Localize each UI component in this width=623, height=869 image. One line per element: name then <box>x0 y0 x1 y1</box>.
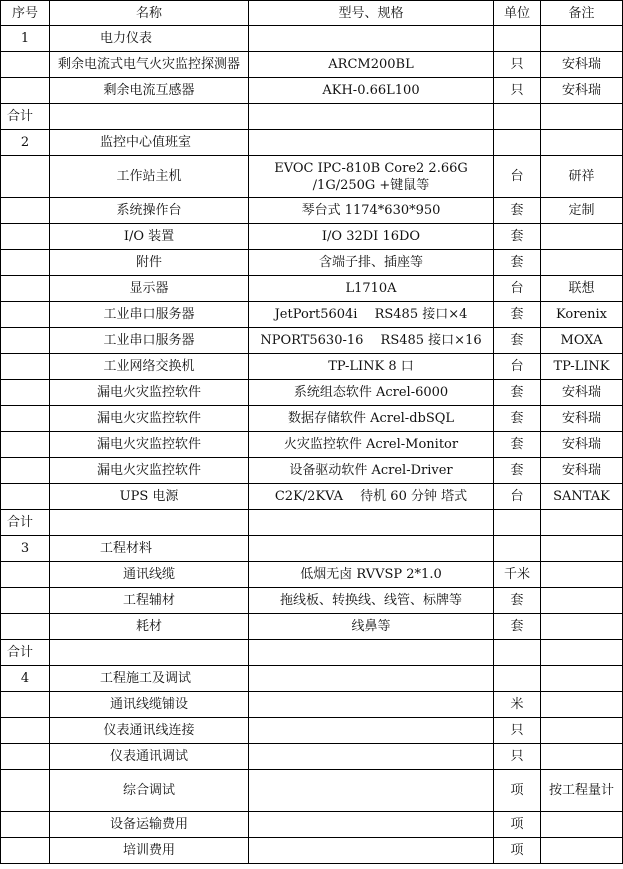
cell-model: 系统组态软件 Acrel-6000 <box>249 380 494 406</box>
cell-unit: 套 <box>494 380 541 406</box>
cell-unit: 米 <box>494 692 541 718</box>
cell-name: 工作站主机 <box>50 156 249 198</box>
cell-no: 1 <box>1 26 50 52</box>
table-row <box>1 838 623 864</box>
cell-name: 培训费用 <box>50 838 249 864</box>
table-row <box>1 562 623 588</box>
cell-model: ARCM200BL <box>249 52 494 78</box>
cell-name: 剩余电流互感器 <box>50 78 249 104</box>
table-row <box>1 78 623 104</box>
cell-model: C2K/2KVA 待机 60 分钟 塔式 <box>249 484 494 510</box>
cell-no <box>1 52 50 78</box>
cell-no <box>1 380 50 406</box>
cell-unit: 项 <box>494 770 541 812</box>
table-row <box>1 484 623 510</box>
cell-no <box>1 692 50 718</box>
table-row <box>1 588 623 614</box>
table-row <box>1 156 623 198</box>
cell-name: 工业串口服务器 <box>50 328 249 354</box>
cell-no <box>1 838 50 864</box>
cell-unit: 只 <box>494 52 541 78</box>
cell-no: 合计 <box>1 510 50 536</box>
cell-note <box>541 666 623 692</box>
cell-note: 研祥 <box>541 156 623 198</box>
cell-model: 琴台式 1174*630*950 <box>249 198 494 224</box>
table-row <box>1 510 623 536</box>
cell-note: 安科瑞 <box>541 380 623 406</box>
table-row <box>1 666 623 692</box>
cell-note: SANTAK <box>541 484 623 510</box>
cell-no <box>1 718 50 744</box>
cell-model: 火灾监控软件 Acrel-Monitor <box>249 432 494 458</box>
cell-note: Korenix <box>541 302 623 328</box>
cell-note <box>541 536 623 562</box>
cell-no <box>1 562 50 588</box>
cell-unit: 套 <box>494 406 541 432</box>
cell-no <box>1 328 50 354</box>
cell-unit <box>494 666 541 692</box>
cell-note: 定制 <box>541 198 623 224</box>
cell-unit <box>494 510 541 536</box>
cell-model <box>249 718 494 744</box>
cell-model <box>249 26 494 52</box>
table-row <box>1 26 623 52</box>
cell-unit: 套 <box>494 250 541 276</box>
cell-name: 系统操作台 <box>50 198 249 224</box>
cell-unit: 套 <box>494 614 541 640</box>
cell-no <box>1 484 50 510</box>
table-row <box>1 458 623 484</box>
table-body <box>1 26 623 864</box>
cell-no <box>1 78 50 104</box>
cell-name: 通讯线缆 <box>50 562 249 588</box>
cell-unit <box>494 26 541 52</box>
cell-note: 安科瑞 <box>541 458 623 484</box>
cell-unit: 套 <box>494 224 541 250</box>
cell-name: 通讯线缆铺设 <box>50 692 249 718</box>
cell-unit <box>494 536 541 562</box>
header-model: 型号、规格 <box>249 1 494 26</box>
cell-no <box>1 432 50 458</box>
cell-unit: 套 <box>494 458 541 484</box>
cell-model <box>249 744 494 770</box>
table-row <box>1 692 623 718</box>
table-row <box>1 104 623 130</box>
cell-unit: 项 <box>494 812 541 838</box>
cell-model: I/O 32DI 16DO <box>249 224 494 250</box>
cell-model: AKH-0.66L100 <box>249 78 494 104</box>
cell-model: 数据存储软件 Acrel-dbSQL <box>249 406 494 432</box>
cell-note: 安科瑞 <box>541 406 623 432</box>
cell-note <box>541 510 623 536</box>
header-name: 名称 <box>50 1 249 26</box>
cell-name: 监控中心值班室 <box>50 130 249 156</box>
cell-unit: 套 <box>494 302 541 328</box>
table-row <box>1 406 623 432</box>
cell-model: 含端子排、插座等 <box>249 250 494 276</box>
header-note: 备注 <box>541 1 623 26</box>
cell-no <box>1 406 50 432</box>
cell-name: 仪表通讯调试 <box>50 744 249 770</box>
cell-no: 合计 <box>1 104 50 130</box>
cell-note: 按工程量计 <box>541 770 623 812</box>
cell-no <box>1 744 50 770</box>
cell-no <box>1 614 50 640</box>
cell-note <box>541 640 623 666</box>
table-row <box>1 130 623 156</box>
cell-unit: 台 <box>494 354 541 380</box>
cell-model: JetPort5604i RS485 接口×4 <box>249 302 494 328</box>
table-row <box>1 328 623 354</box>
cell-unit: 只 <box>494 718 541 744</box>
cell-note <box>541 224 623 250</box>
cell-model <box>249 812 494 838</box>
cell-name: 电力仪表 <box>50 26 249 52</box>
table-row <box>1 52 623 78</box>
cell-name: 耗材 <box>50 614 249 640</box>
cell-unit: 台 <box>494 156 541 198</box>
cell-name: 显示器 <box>50 276 249 302</box>
table-row <box>1 380 623 406</box>
table-row <box>1 354 623 380</box>
cell-name <box>50 510 249 536</box>
cell-no <box>1 354 50 380</box>
cell-model <box>249 838 494 864</box>
cell-name: 漏电火灾监控软件 <box>50 458 249 484</box>
cell-unit <box>494 640 541 666</box>
cell-note <box>541 26 623 52</box>
table-row <box>1 744 623 770</box>
cell-no <box>1 770 50 812</box>
header-unit: 单位 <box>494 1 541 26</box>
cell-note: MOXA <box>541 328 623 354</box>
cell-model <box>249 130 494 156</box>
cell-model: TP-LINK 8 口 <box>249 354 494 380</box>
cell-note: 安科瑞 <box>541 52 623 78</box>
cell-note <box>541 562 623 588</box>
header-no: 序号 <box>1 1 50 26</box>
table-row <box>1 640 623 666</box>
cell-model: NPORT5630-16 RS485 接口×16 <box>249 328 494 354</box>
cell-unit: 只 <box>494 78 541 104</box>
cell-name: 工程辅材 <box>50 588 249 614</box>
cell-model <box>249 666 494 692</box>
cell-no: 4 <box>1 666 50 692</box>
cell-unit: 项 <box>494 838 541 864</box>
cell-note: TP-LINK <box>541 354 623 380</box>
cell-unit: 只 <box>494 744 541 770</box>
table-row <box>1 770 623 812</box>
table-row <box>1 432 623 458</box>
cell-model <box>249 640 494 666</box>
cell-no <box>1 250 50 276</box>
cell-note <box>541 588 623 614</box>
cell-unit: 套 <box>494 432 541 458</box>
cell-name: UPS 电源 <box>50 484 249 510</box>
cell-no: 3 <box>1 536 50 562</box>
cell-model: L1710A <box>249 276 494 302</box>
cell-name: 漏电火灾监控软件 <box>50 406 249 432</box>
cell-unit: 套 <box>494 328 541 354</box>
table-row <box>1 302 623 328</box>
cell-model <box>249 692 494 718</box>
cell-model <box>249 510 494 536</box>
cell-note <box>541 812 623 838</box>
cell-note <box>541 130 623 156</box>
cell-name: 设备运输费用 <box>50 812 249 838</box>
cell-name: I/O 装置 <box>50 224 249 250</box>
cell-name <box>50 104 249 130</box>
cell-unit <box>494 104 541 130</box>
cell-name: 工业串口服务器 <box>50 302 249 328</box>
cell-no <box>1 156 50 198</box>
table-row <box>1 276 623 302</box>
cell-model: EVOC IPC-810B Core2 2.66G /1G/250G +键鼠等 <box>249 156 494 198</box>
cell-unit: 千米 <box>494 562 541 588</box>
table-row <box>1 812 623 838</box>
cell-model: 线鼻等 <box>249 614 494 640</box>
cell-no <box>1 458 50 484</box>
cell-name: 工程施工及调试 <box>50 666 249 692</box>
cell-unit: 台 <box>494 484 541 510</box>
cell-no <box>1 302 50 328</box>
cell-no <box>1 224 50 250</box>
cell-model: 拖线板、转换线、线管、标牌等 <box>249 588 494 614</box>
cell-name: 附件 <box>50 250 249 276</box>
cell-name: 工程材料 <box>50 536 249 562</box>
cell-note <box>541 718 623 744</box>
cell-note <box>541 614 623 640</box>
cell-model: 低烟无卤 RVVSP 2*1.0 <box>249 562 494 588</box>
cell-model <box>249 104 494 130</box>
cell-no <box>1 588 50 614</box>
cell-no <box>1 276 50 302</box>
table-row <box>1 224 623 250</box>
cell-model <box>249 770 494 812</box>
cell-no <box>1 812 50 838</box>
table-header-row <box>1 1 623 26</box>
cell-note <box>541 104 623 130</box>
cell-note <box>541 692 623 718</box>
cell-note: 联想 <box>541 276 623 302</box>
table-row <box>1 718 623 744</box>
cell-name: 工业网络交换机 <box>50 354 249 380</box>
cell-model: 设备驱动软件 Acrel-Driver <box>249 458 494 484</box>
cell-name: 综合调试 <box>50 770 249 812</box>
cell-no: 2 <box>1 130 50 156</box>
cell-no <box>1 198 50 224</box>
cell-no: 合计 <box>1 640 50 666</box>
cell-name: 漏电火灾监控软件 <box>50 432 249 458</box>
cell-note <box>541 744 623 770</box>
cell-note <box>541 838 623 864</box>
cell-name: 仪表通讯线连接 <box>50 718 249 744</box>
cell-note <box>541 250 623 276</box>
table-row <box>1 198 623 224</box>
cell-note: 安科瑞 <box>541 78 623 104</box>
cell-name: 剩余电流式电气火灾监控探测器 <box>50 52 249 78</box>
cell-unit: 套 <box>494 588 541 614</box>
cell-unit: 台 <box>494 276 541 302</box>
cell-unit: 套 <box>494 198 541 224</box>
table-row <box>1 536 623 562</box>
cell-note: 安科瑞 <box>541 432 623 458</box>
cell-model <box>249 536 494 562</box>
table-row <box>1 250 623 276</box>
table-row <box>1 614 623 640</box>
cell-name: 漏电火灾监控软件 <box>50 380 249 406</box>
cell-unit <box>494 130 541 156</box>
cell-name <box>50 640 249 666</box>
